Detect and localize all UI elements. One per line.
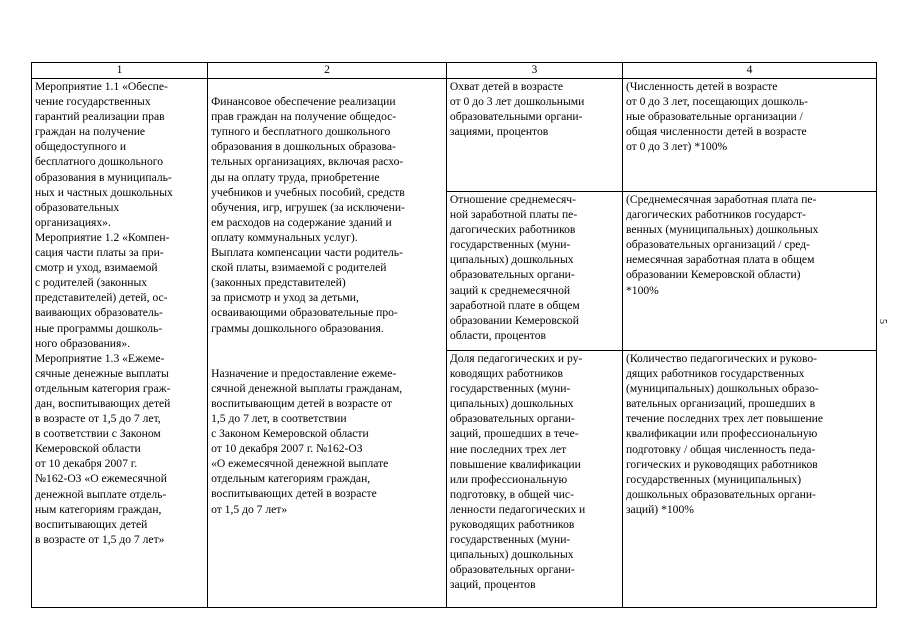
program-table bbox=[31, 62, 877, 608]
content-text-payment: Назначение и предоставление ежеме- сячной денежной выплаты гражданам, воспитывающим детей в возрасте от 1,5 до 7 лет, в соответствии с Законом Кемеровской области от 10 декабря 2007 г. №162-ОЗ «О ежемесячной денежной выплате отдельным категориям граждан, воспитывающих детей в возрасте от 1,5 до 7 лет» bbox=[211, 366, 403, 516]
table-row bbox=[32, 79, 877, 192]
indicator-cell-2: Отношение среднемесяч- ной заработной платы пе- дагогических работников государственных (муни- ципальных) дошкольных образовательных органи- заций к среднемесячной заработной плате в общем образовании Кемеровской области, процентов bbox=[446, 192, 622, 351]
indicator-cell-1: Охват детей в возрасте от 0 до 3 лет дошкольными образовательными органи- зациями, процентов bbox=[446, 79, 622, 192]
indicator-cell-3: Доля педагогических и ру- ководящих работников государственных (муни- ципальных) дошкольных образовательных органи- заций, прошедших в тече- ние последних трех лет повышение квалификации или профессиональную подготовку, в общей чис- ленности педагогических и руководящих работников государственных (муни- ципальных) дошкольных образовательных органи- заций, процентов bbox=[446, 351, 622, 608]
page-number: 5 bbox=[877, 319, 888, 324]
header-row bbox=[32, 63, 877, 79]
header-cell-1: 1 bbox=[32, 63, 208, 79]
formula-cell-3: (Количество педагогических и руково- дящих работников государственных (муниципальных) дошкольных образо- вательных организаций, прошедших в течение последних трех лет повышение квалификации или профессиональную подготовку / общая численность педа- гогических и руководящих работников государственных (муниципальных) дошкольных образовательных органи- заций) *100% bbox=[622, 351, 876, 608]
content-text-funding: Финансовое обеспечение реализации прав граждан на получение общедос- тупного и бесплатного дошкольного образования в дошкольных образова- тельных организациях, включая расхо- ды на оплату труда, приобретение учебников и учебных пособий, средств обучения, игр, игрушек (за исключени- ем расходов на содержание зданий и оплату коммунальных услуг). Выплата компенсации части родитель- ской платы, взимаемой с родителей (законных представителей) за присмотр и уход за детьми, осваивающими образовательные про- граммы дошкольного образования. bbox=[211, 95, 405, 335]
formula-cell-1: (Численность детей в возрасте от 0 до 3 лет, посещающих дошколь- ные образовательные организации / общая численности детей в возрасте от 0 до 3 лет) *100% bbox=[622, 79, 876, 192]
measures-cell: Мероприятие 1.1 «Обеспе- чение государственных гарантий реализации прав граждан на получение общедоступного и бесплатного дошкольного образования в муниципаль- ных и частных дошкольных образовательных организациях». Мероприятие 1.2 «Компен- сация части платы за при- смотр и уход, взимаемой с родителей (законных представителей) детей, ос- ваивающих образователь- ные программы дошколь- ного образования». Мероприятие 1.3 «Ежеме- сячные денежные выплаты отдельным категория граж- дан, воспитывающих детей в возрасте от 1,5 до 7 лет, в соответствии с Законом Кемеровской области от 10 декабря 2007 г. №162-ОЗ «О ежемесячной денежной выплате отдель- ным категориям граждан, воспитывающих детей в возрасте от 1,5 до 7 лет» bbox=[32, 79, 208, 608]
content-cell bbox=[208, 79, 447, 608]
header-cell-2: 2 bbox=[208, 63, 447, 79]
header-cell-3: 3 bbox=[446, 63, 622, 79]
header-cell-4: 4 bbox=[622, 63, 876, 79]
formula-cell-2: (Среднемесячная заработная плата пе- дагогических работников государст- венных (муниципальных) дошкольных образовательных организаций / сред- немесячная заработная плата в общем образовании Кемеровской области) *100% bbox=[622, 192, 876, 351]
